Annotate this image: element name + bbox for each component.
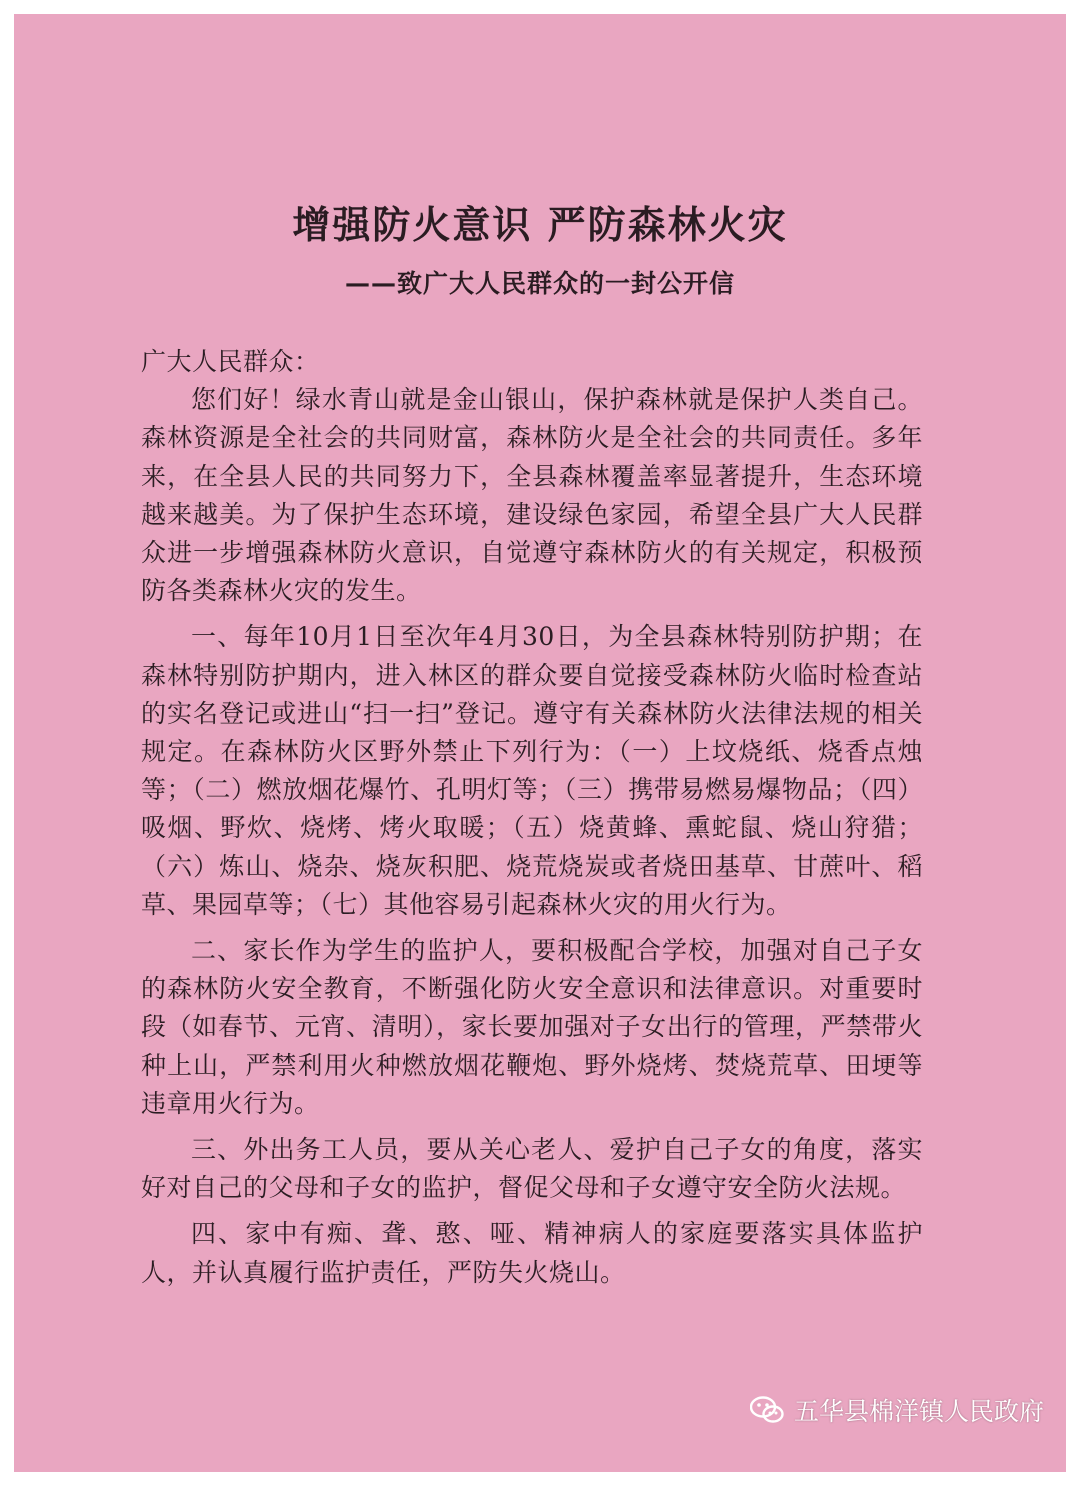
letter-body — [141, 343, 923, 1300]
source-watermark — [750, 1392, 1044, 1428]
paragraph-greeting: 您们好！绿水青山就是金山银山，保护森林就是保护人类自己。森林资源是全社会的共同财富，森林防火是全社会的共同责任。多年来，在全县人民的共同努力下，全县森林覆盖率显著提升，生态环境越来越美。为了保护生态环境，建设绿色家园，希望全县广大人民群众进一步增强森林防火意识，自觉遵守森林防火的有关规定，积极预防各类森林火灾的发生。 — [141, 385, 923, 606]
paragraph-item-3: 三、外出务工人员，要从关心老人、爱护自己子女的角度，落实好对自己的父母和子女的监护，督促父母和子女遵守安全防火法规。 — [141, 1135, 923, 1203]
paragraph-item-4: 四、家中有痴、聋、憨、哑、精神病人的家庭要落实具体监护人，并认真履行监护责任，严防失火烧山。 — [141, 1219, 923, 1287]
paragraph-item-1: 一、每年10月1日至次年4月30日，为全县森林特别防护期；在森林特别防护期内，进入林区的群众要自觉接受森林防火临时检查站的实名登记或进山“扫一扫”登记。遵守有关森林防火法律法规的相关规定。在森林防火区野外禁止下列行为：（一）上坟烧纸、烧香点烛等；（二）燃放烟花爆竹、孔明灯等；（三）携带易燃易爆物品；（四）吸烟、野炊、烧烤、烤火取暖；（五）烧黄蜂、熏蛇鼠、烧山狩猎；（六）炼山、烧杂、烧灰积肥、烧荒烧炭或者烧田基草、甘蔗叶、稻草、果园草等；（七）其他容易引起森林火灾的用火行为。 — [141, 622, 923, 919]
letter-page — [14, 14, 1066, 1472]
letter-subtitle: ——致广大人民群众的一封公开信 — [344, 269, 735, 298]
letter-title: 增强防火意识 严防森林火灾 — [292, 203, 788, 247]
wechat-icon — [750, 1396, 784, 1424]
paragraph-item-2: 二、家长作为学生的监护人，要积极配合学校，加强对自己子女的森林防火安全教育，不断强化防火安全意识和法律意识。对重要时段（如春节、元宵、清明），家长要加强对子女出行的管理，严禁带火种上山，严禁利用火种燃放烟花鞭炮、野外烧烤、焚烧荒草、田埂等违章用火行为。 — [141, 936, 923, 1118]
salutation: 广大人民群众： — [141, 347, 320, 376]
watermark-text: 五华县棉洋镇人民政府 — [793, 1397, 1044, 1426]
